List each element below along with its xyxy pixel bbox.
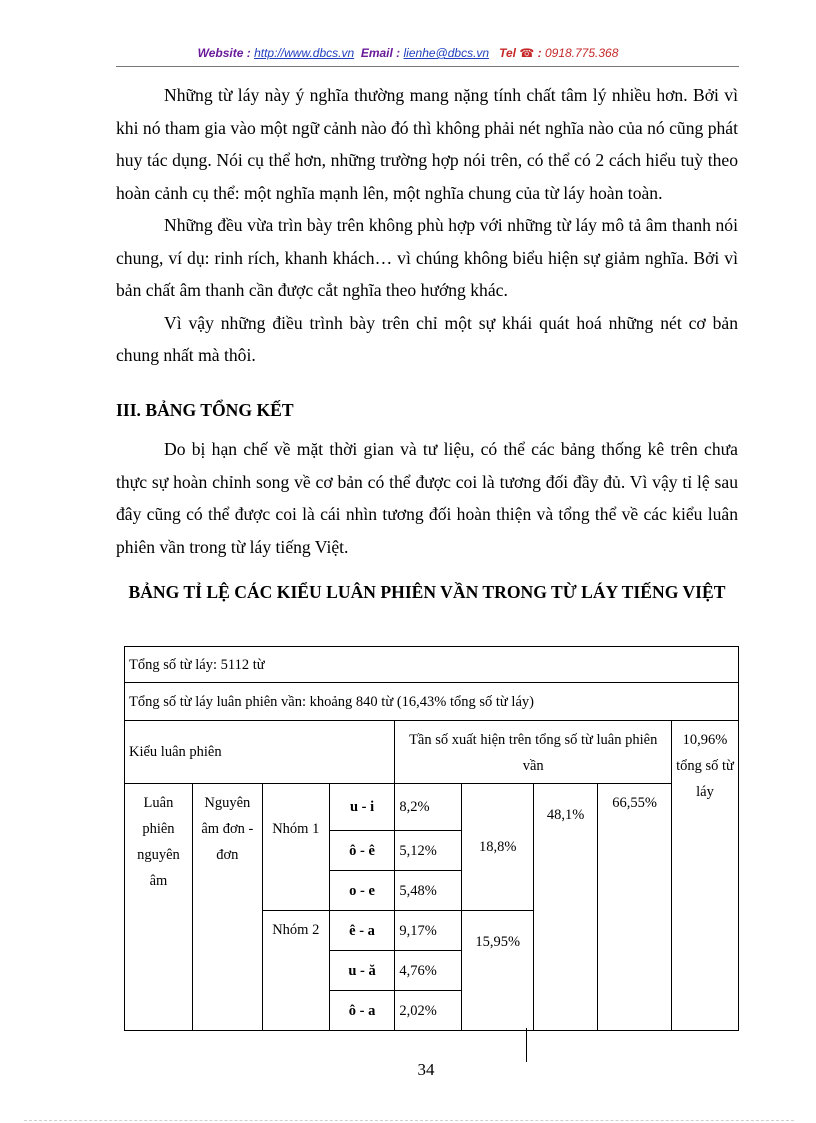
tel-label: Tel ☎ :	[499, 46, 542, 60]
percent-cell: 4,76%	[395, 951, 462, 991]
percent-cell: 5,12%	[395, 831, 462, 871]
pair-cell: u - ă	[329, 951, 395, 991]
table-continuation-line	[526, 1028, 527, 1062]
section-heading: III. BẢNG TỔNG KẾT	[116, 400, 294, 420]
subcategory-total-cell: 48,1%	[534, 784, 598, 1031]
percent-cell: 9,17%	[395, 911, 462, 951]
paragraph: Vì vậy những điều trình bày trên chỉ một sự khái quát hoá những nét cơ bản chung nhất mà thôi.	[116, 312, 738, 365]
website-label: Website :	[197, 46, 251, 60]
page-number: 34	[417, 1060, 435, 1079]
section-body	[116, 433, 738, 563]
paragraph: Do bị hạn chế về mặt thời gian và tư liệu, có thể các bảng thống kê trên chưa thực sự hoàn chỉnh song về cơ bản có thể được coi là tương đối đầy đủ. Vì vậy tỉ lệ sau đây cũng có thể được coi là cái nhìn tương đối hoàn thiện và tổng thể về các kiểu luân phiên vần trong từ láy tiếng Việt.	[116, 439, 738, 557]
group-1-cell: Nhóm 1	[262, 784, 329, 911]
group-2-cell: Nhóm 2	[262, 911, 329, 1031]
type-header-cell: Kiểu luân phiên	[125, 721, 395, 784]
percent-cell: 5,48%	[395, 871, 462, 911]
frequency-header-cell: Tần số xuất hiện trên tổng số từ luân phiên vần	[395, 721, 672, 784]
paragraph: Những từ láy này ý nghĩa thường mang nặng tính chất tâm lý nhiều hơn. Bởi vì khi nó tham gia vào một ngữ cảnh nào đó thì không phải nét nghĩa nào của nó cũng phát huy tác dụng. Nói cụ thể hơn, những trường hợp nói trên, có thể có 2 cách hiểu tuỳ theo hoàn cảnh cụ thể: một nghĩa mạnh lên, một nghĩa chung của từ láy hoàn toàn.	[116, 85, 738, 203]
page-bottom-divider	[24, 1120, 794, 1121]
table-title: BẢNG TỈ LỆ CÁC KIỂU LUÂN PHIÊN VẦN TRONG TỪ LÁY TIẾNG VIỆT	[128, 582, 726, 602]
alternation-total-cell: Tổng số từ láy luân phiên vần: khoảng 840 từ (16,43% tổng số từ láy)	[125, 683, 739, 721]
group-2-total-cell: 15,95%	[462, 911, 534, 1031]
statistics-table	[124, 646, 739, 1031]
page-header	[0, 46, 816, 60]
total-words-cell: Tổng số từ láy: 5112 từ	[125, 647, 739, 683]
group-1-total-cell: 18,8%	[462, 784, 534, 911]
pair-cell: o - e	[329, 871, 395, 911]
subcategory-cell: Nguyên âm đơn - đơn	[192, 784, 262, 1031]
body-text	[116, 79, 738, 372]
category-cell: Luân phiên nguyên âm	[125, 784, 193, 1031]
pair-cell: ô - a	[329, 991, 395, 1031]
tel-number: 0918.775.368	[544, 46, 619, 60]
overall-ratio-cell: 10,96% tổng số từ láy	[672, 721, 739, 1031]
pair-cell: u - i	[329, 784, 395, 831]
percent-cell: 2,02%	[395, 991, 462, 1031]
category-total-cell: 66,55%	[598, 784, 672, 1031]
pair-cell: ê - a	[329, 911, 395, 951]
email-link[interactable]: lienhe@dbcs.vn	[403, 46, 490, 60]
email-label: Email :	[360, 46, 401, 60]
pair-cell: ô - ê	[329, 831, 395, 871]
header-divider	[116, 66, 739, 67]
paragraph: Những đều vừa trìn bày trên không phù hợp với những từ láy mô tả âm thanh nói chung, ví dụ: rinh rích, khanh khách… vì chúng không biểu hiện sự giảm nghĩa. Bởi vì bản chất âm thanh cần được cắt nghĩa theo hướng khác.	[116, 215, 738, 300]
website-link[interactable]: http://www.dbcs.vn	[254, 46, 355, 60]
percent-cell: 8,2%	[395, 784, 462, 831]
